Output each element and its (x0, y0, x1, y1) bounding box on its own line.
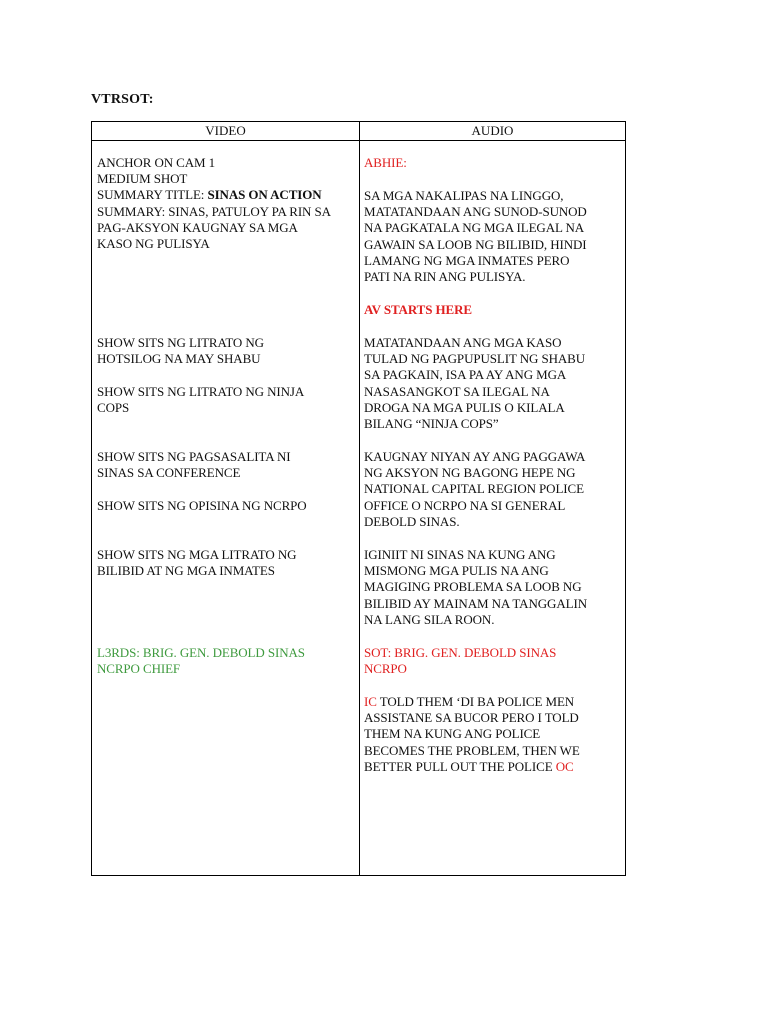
audio-line: KAUGNAY NIYAN AY ANG PAGGAWA (364, 449, 586, 464)
sits-ninja-block (97, 384, 357, 416)
video-line: BILIBID AT NG MGA INMATES (97, 563, 275, 579)
audio-line: NASASANGKOT SA ILEGAL NA (364, 383, 550, 399)
video-line: HOTSILOG NA MAY SHABU (97, 351, 261, 367)
video-line: SHOW SITS NG MGA LITRATO NG (97, 547, 297, 562)
anchor-block (97, 155, 357, 252)
sits-hotsilog-block (97, 335, 357, 367)
audio-line: IGINIIT NI SINAS NA KUNG ANG (364, 547, 556, 562)
sot-line: SOT: BRIG. GEN. DEBOLD SINAS (364, 645, 557, 660)
audio-line: MATATANDAAN ANG MGA KASO (364, 335, 562, 350)
audio-line: THEM NA KUNG ANG POLICE (364, 726, 541, 742)
audio-line: TULAD NG PAGPUPUSLIT NG SHABU (364, 351, 586, 367)
quote-first-line (364, 694, 622, 710)
audio-line: DEBOLD SINAS. (364, 513, 460, 529)
sits-office-block (97, 498, 357, 514)
video-line: MEDIUM SHOT (97, 171, 188, 187)
audio-line: OFFICE O NCRPO NA SI GENERAL (364, 497, 566, 513)
video-line: SHOW SITS NG OPISINA NG NCRPO (97, 498, 307, 513)
script-table (91, 121, 626, 876)
lower-thirds-block (97, 645, 357, 677)
audio-line: NATIONAL CAPITAL REGION POLICE (364, 481, 584, 497)
lower-thirds-line: NCRPO CHIEF (97, 661, 181, 677)
audio-line: PATI NA RIN ANG PULISYA. (364, 269, 526, 285)
video-line: ANCHOR ON CAM 1 (97, 155, 216, 170)
audio-line: BECOMES THE PROBLEM, THEN WE (364, 742, 580, 758)
in-cue-marker: IC (364, 694, 377, 709)
audio-line: BILIBID AY MAINAM NA TANGGALIN (364, 595, 587, 611)
column-divider (359, 122, 360, 875)
video-line: SHOW SITS NG LITRATO NG (97, 335, 264, 350)
quote-last-text: BETTER PULL OUT THE POLICE (364, 758, 556, 774)
sot-quote-block (364, 694, 622, 775)
lower-thirds-line: L3RDS: BRIG. GEN. DEBOLD SINAS (97, 645, 305, 660)
intro-block (364, 188, 622, 285)
video-column-header: VIDEO (205, 123, 246, 138)
audio-line: BILANG “NINJA COPS” (364, 416, 499, 432)
audio-line: MAGIGING PROBLEMA SA LOOB NG (364, 579, 582, 595)
summary-title-line (97, 187, 357, 203)
insist-block (364, 547, 622, 628)
summary-title-value: SINAS ON ACTION (207, 187, 322, 203)
document-title: VTRSOT: (91, 92, 154, 107)
out-cue-marker: OC (555, 758, 574, 774)
video-line: KASO NG PULISYA (97, 236, 210, 252)
speaker-label (364, 155, 622, 171)
video-line: SHOW SITS NG PAGSASALITA NI (97, 449, 291, 464)
video-line: SHOW SITS NG LITRATO NG NINJA (97, 384, 305, 399)
av-starts-marker (364, 302, 622, 318)
audio-line: NA PAGKATALA NG MGA ILEGAL NA (364, 220, 585, 236)
audio-line: GAWAIN SA LOOB NG BILIBID, HINDI (364, 236, 587, 252)
audio-line: NG AKSYON NG BAGONG HEPE NG (364, 465, 576, 481)
audio-column-header: AUDIO (471, 123, 514, 138)
quote-first-text: TOLD THEM ‘DI BA POLICE MEN (376, 694, 575, 709)
summary-title-label: SUMMARY TITLE: (97, 187, 208, 203)
speaker-name: ABHIE: (364, 155, 407, 170)
video-line: SUMMARY: SINAS, PATULOY PA RIN SA (97, 203, 331, 219)
video-line: PAG-AKSYON KAUGNAY SA MGA (97, 219, 298, 235)
cases-block (364, 335, 622, 432)
audio-line: SA MGA NAKALIPAS NA LINGGO, (364, 188, 564, 203)
sits-conference-block (97, 449, 357, 481)
video-line: COPS (97, 400, 130, 416)
audio-line: LAMANG NG MGA INMATES PERO (364, 252, 570, 268)
audio-line: DROGA NA MGA PULIS O KILALA (364, 399, 565, 415)
table-header-row (92, 122, 625, 141)
sot-line: NCRPO (364, 661, 407, 677)
video-line: SINAS SA CONFERENCE (97, 465, 241, 481)
action-block (364, 449, 622, 530)
audio-line: MISMONG MGA PULIS NA ANG (364, 563, 549, 579)
av-marker-text: AV STARTS HERE (364, 302, 472, 317)
audio-line: MATATANDAAN ANG SUNOD-SUNOD (364, 204, 587, 220)
sot-label-block (364, 645, 622, 677)
audio-line: ASSISTANE SA BUCOR PERO I TOLD (364, 710, 579, 726)
quote-last-line (364, 759, 622, 775)
audio-line: SA PAGKAIN, ISA PA AY ANG MGA (364, 367, 567, 383)
sits-bilibid-block (97, 547, 357, 579)
audio-line: NA LANG SILA ROON. (364, 611, 495, 627)
